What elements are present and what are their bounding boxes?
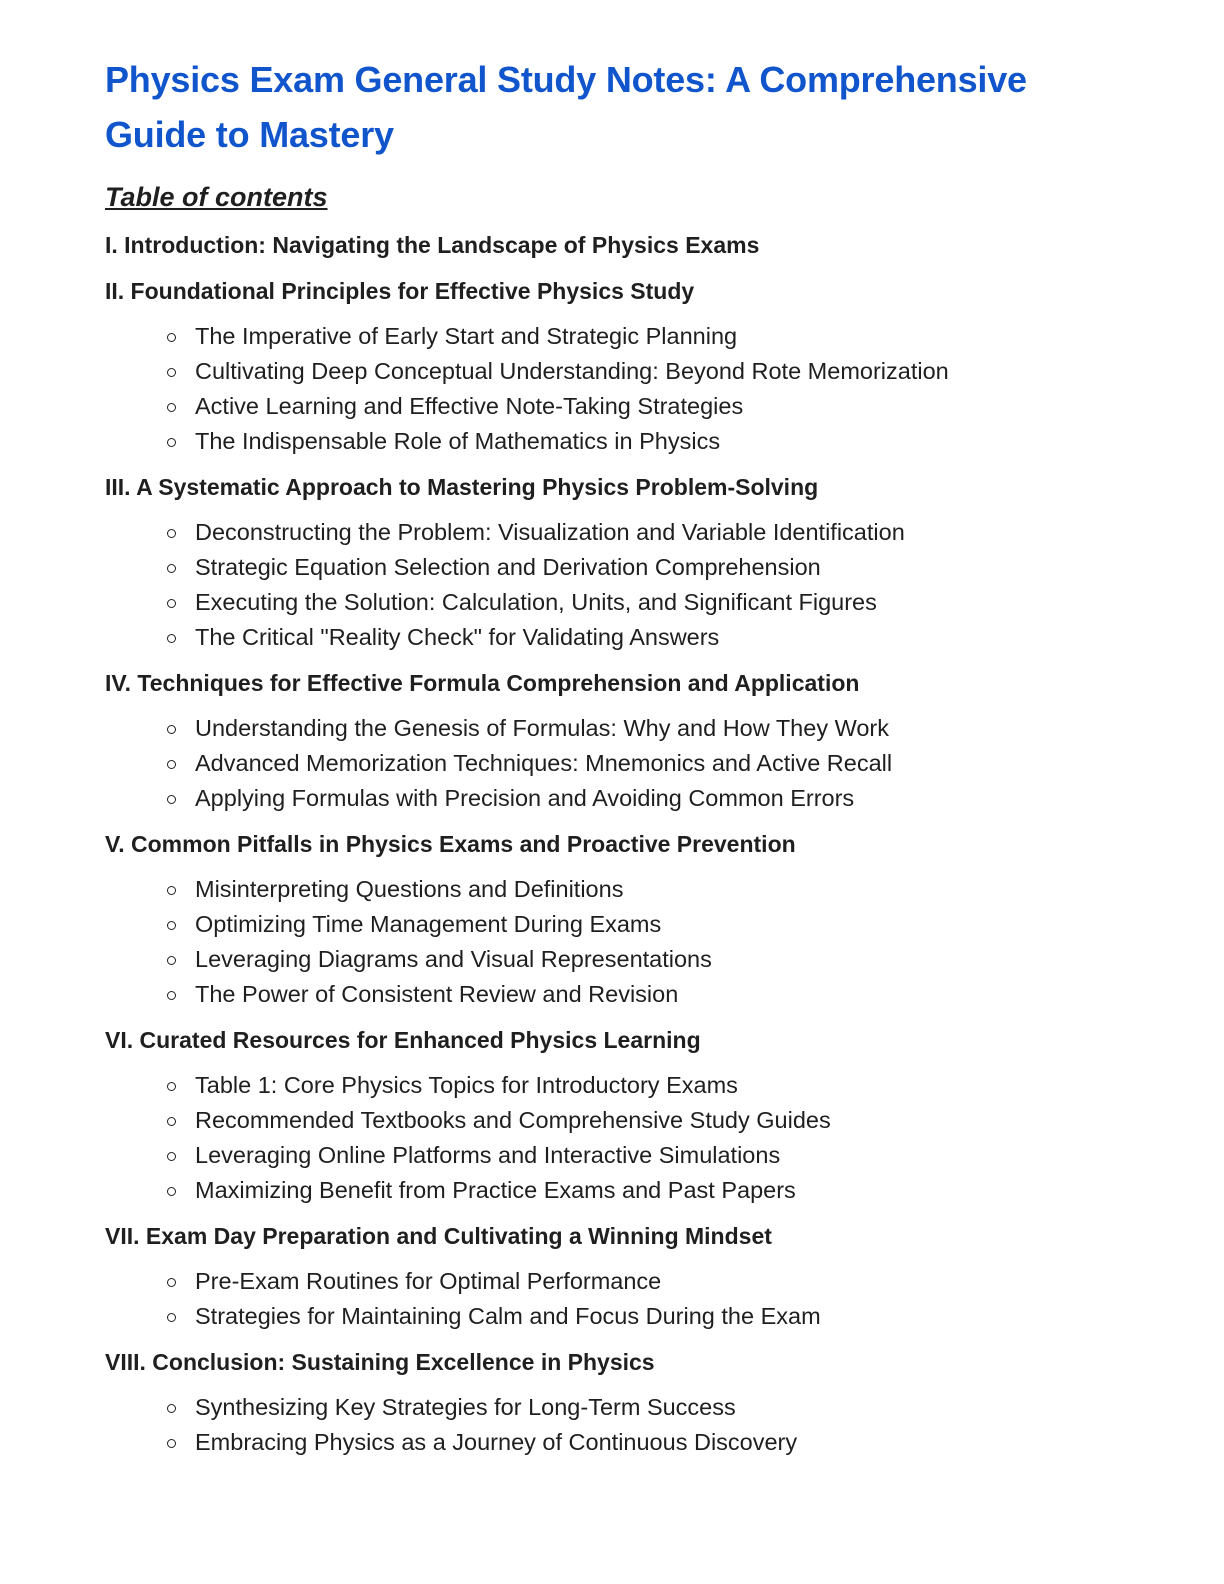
toc-subsection-link[interactable]: Recommended Textbooks and Comprehensive Study Guides: [195, 1107, 831, 1133]
toc-subsection-link[interactable]: Leveraging Diagrams and Visual Representations: [195, 946, 712, 972]
toc-subsection-link[interactable]: Optimizing Time Management During Exams: [195, 911, 662, 937]
toc-subsection-link[interactable]: Leveraging Online Platforms and Interactive Simulations: [195, 1142, 781, 1168]
toc-subsection-item: [105, 746, 1114, 781]
hollow-circle-bullet-icon: [167, 403, 176, 412]
toc-subsection-link[interactable]: Cultivating Deep Conceptual Understanding: Beyond Rote Memorization: [195, 358, 949, 384]
toc-subsection-link[interactable]: The Imperative of Early Start and Strategic Planning: [195, 323, 738, 349]
hollow-circle-bullet-icon: [167, 438, 176, 447]
hollow-circle-bullet-icon: [167, 564, 176, 573]
document-title: Physics Exam General Study Notes: A Comprehensive Guide to Mastery: [105, 59, 1027, 155]
hollow-circle-bullet-icon: [167, 991, 176, 1000]
toc-subsection-list: [105, 1068, 1114, 1208]
toc-section-link[interactable]: VIII. Conclusion: Sustaining Excellence in Physics: [105, 1349, 655, 1375]
toc-subsection-item: [105, 907, 1114, 942]
toc-subsection-link[interactable]: Pre-Exam Routines for Optimal Performance: [195, 1268, 662, 1294]
toc-subsection-link[interactable]: The Indispensable Role of Mathematics in Physics: [195, 428, 721, 454]
hollow-circle-bullet-icon: [167, 599, 176, 608]
hollow-circle-bullet-icon: [167, 1082, 176, 1091]
toc-subsection-item: [105, 1138, 1114, 1173]
toc-subsection-list: [105, 872, 1114, 1012]
hollow-circle-bullet-icon: [167, 333, 176, 342]
toc-subsection-item: [105, 1173, 1114, 1208]
hollow-circle-bullet-icon: [167, 956, 176, 965]
toc-subsection-item: [105, 319, 1114, 354]
toc-subsection-item: [105, 620, 1114, 655]
hollow-circle-bullet-icon: [167, 1439, 176, 1448]
toc-subsection-link[interactable]: Applying Formulas with Precision and Avoiding Common Errors: [195, 785, 855, 811]
toc-subsection-link[interactable]: Deconstructing the Problem: Visualization and Variable Identification: [195, 519, 905, 545]
toc-subsection-item: [105, 942, 1114, 977]
toc-section-link[interactable]: V. Common Pitfalls in Physics Exams and Proactive Prevention: [105, 831, 796, 857]
toc-subsection-list: [105, 711, 1114, 816]
toc-subsection-item: [105, 1425, 1114, 1460]
toc-subsection-link[interactable]: The Critical "Reality Check" for Validating Answers: [195, 624, 720, 650]
toc-section: [105, 1022, 1114, 1208]
toc-subsection-item: [105, 977, 1114, 1012]
toc-subsection-item: [105, 1068, 1114, 1103]
toc-section: [105, 1218, 1114, 1334]
hollow-circle-bullet-icon: [167, 886, 176, 895]
toc-section: [105, 1344, 1114, 1460]
hollow-circle-bullet-icon: [167, 1313, 176, 1322]
toc-subsection-item: [105, 550, 1114, 585]
toc-section: [105, 665, 1114, 816]
hollow-circle-bullet-icon: [167, 529, 176, 538]
toc-subsection-link[interactable]: Executing the Solution: Calculation, Units, and Significant Figures: [195, 589, 877, 615]
toc-section: [105, 826, 1114, 1012]
toc-subsection-item: [105, 585, 1114, 620]
toc-subsection-link[interactable]: Table 1: Core Physics Topics for Introductory Exams: [195, 1072, 738, 1098]
toc-subsection-list: [105, 515, 1114, 655]
toc-subsection-link[interactable]: Maximizing Benefit from Practice Exams and Past Papers: [195, 1177, 796, 1203]
hollow-circle-bullet-icon: [167, 795, 176, 804]
toc-section-link[interactable]: IV. Techniques for Effective Formula Comprehension and Application: [105, 670, 860, 696]
toc-subsection-item: [105, 389, 1114, 424]
toc-subsection-link[interactable]: Active Learning and Effective Note-Taking Strategies: [195, 393, 744, 419]
toc-subsection-link[interactable]: Advanced Memorization Techniques: Mnemonics and Active Recall: [195, 750, 893, 776]
toc-subsection-item: [105, 515, 1114, 550]
hollow-circle-bullet-icon: [167, 1404, 176, 1413]
toc-subsection-link[interactable]: Embracing Physics as a Journey of Continuous Discovery: [195, 1429, 798, 1455]
hollow-circle-bullet-icon: [167, 1117, 176, 1126]
hollow-circle-bullet-icon: [167, 725, 176, 734]
hollow-circle-bullet-icon: [167, 921, 176, 930]
toc-subsection-item: [105, 1264, 1114, 1299]
hollow-circle-bullet-icon: [167, 368, 176, 377]
toc-subsection-link[interactable]: Strategies for Maintaining Calm and Focus During the Exam: [195, 1303, 821, 1329]
toc-subsection-link[interactable]: Strategic Equation Selection and Derivation Comprehension: [195, 554, 821, 580]
toc-subsection-item: [105, 781, 1114, 816]
toc-subsection-item: [105, 711, 1114, 746]
toc-subsection-item: [105, 354, 1114, 389]
toc-heading: Table of contents: [105, 182, 328, 212]
toc-section-link[interactable]: I. Introduction: Navigating the Landscape of Physics Exams: [105, 232, 760, 258]
toc-section-link[interactable]: VI. Curated Resources for Enhanced Physics Learning: [105, 1027, 701, 1053]
toc-subsection-item: [105, 1299, 1114, 1334]
toc-subsection-link[interactable]: The Power of Consistent Review and Revision: [195, 981, 679, 1007]
toc-subsection-link[interactable]: Synthesizing Key Strategies for Long-Term Success: [195, 1394, 736, 1420]
table-of-contents: [105, 227, 1114, 1460]
toc-subsection-list: [105, 1390, 1114, 1460]
toc-subsection-list: [105, 1264, 1114, 1334]
toc-section-link[interactable]: II. Foundational Principles for Effective Physics Study: [105, 278, 695, 304]
hollow-circle-bullet-icon: [167, 1187, 176, 1196]
hollow-circle-bullet-icon: [167, 634, 176, 643]
hollow-circle-bullet-icon: [167, 1278, 176, 1287]
toc-subsection-link[interactable]: Misinterpreting Questions and Definitions: [195, 876, 624, 902]
hollow-circle-bullet-icon: [167, 1152, 176, 1161]
toc-section: [105, 469, 1114, 655]
toc-subsection-item: [105, 1103, 1114, 1138]
toc-section: [105, 227, 1114, 263]
toc-section-link[interactable]: III. A Systematic Approach to Mastering Physics Problem-Solving: [105, 474, 819, 500]
hollow-circle-bullet-icon: [167, 760, 176, 769]
toc-section-link[interactable]: VII. Exam Day Preparation and Cultivating a Winning Mindset: [105, 1223, 772, 1249]
toc-subsection-list: [105, 319, 1114, 459]
toc-subsection-item: [105, 1390, 1114, 1425]
toc-subsection-link[interactable]: Understanding the Genesis of Formulas: Why and How They Work: [195, 715, 889, 741]
toc-subsection-item: [105, 872, 1114, 907]
toc-subsection-item: [105, 424, 1114, 459]
toc-section: [105, 273, 1114, 459]
